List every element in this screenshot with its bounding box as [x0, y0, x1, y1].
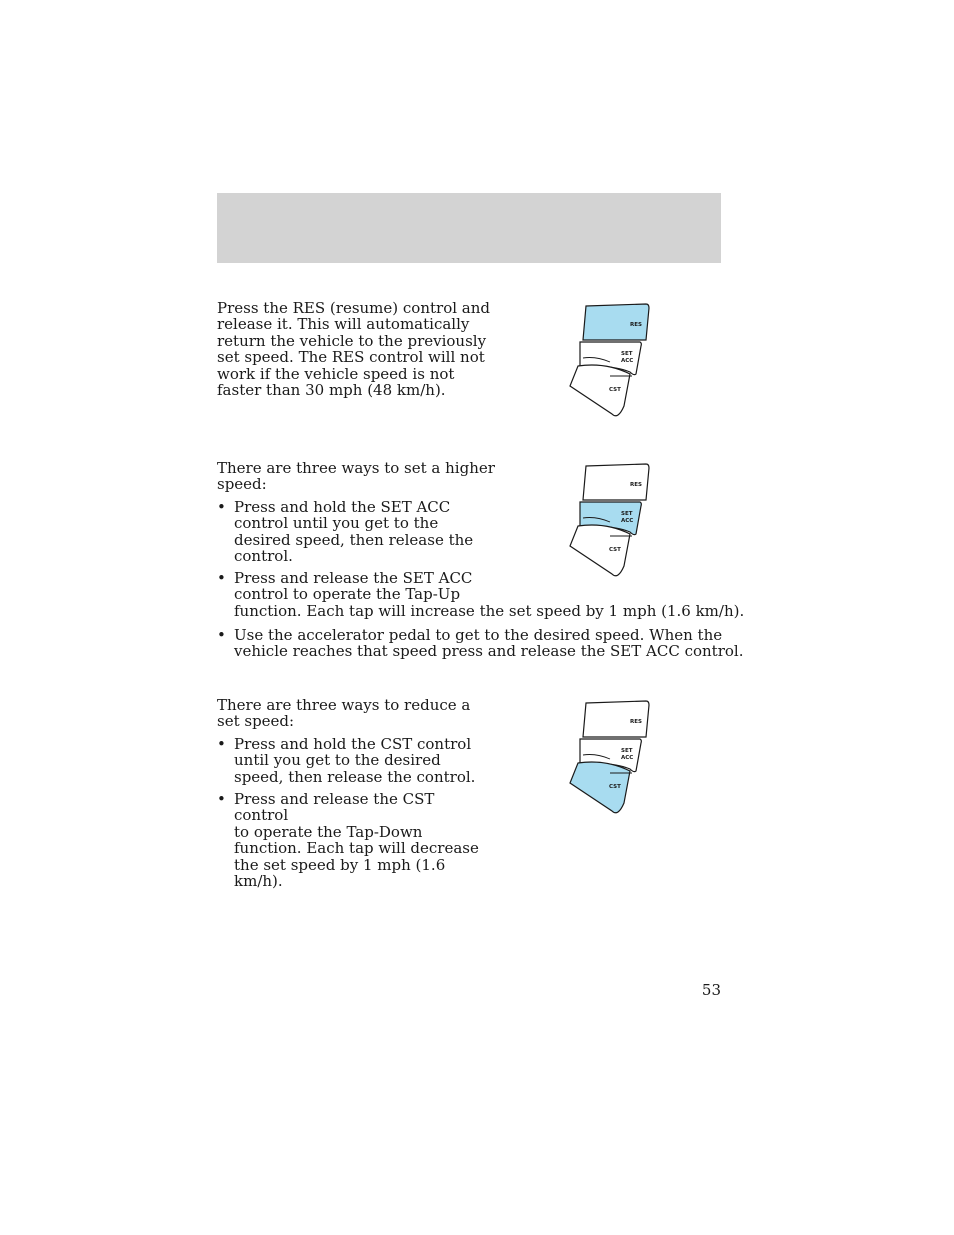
bullet-glyph: • [217, 569, 226, 587]
set-label: SET [621, 748, 633, 754]
acc-label: ACC [621, 755, 634, 761]
cst-label: CST [609, 547, 621, 553]
cst-button [570, 762, 630, 813]
cst-button [570, 525, 630, 576]
res-label: RES [630, 482, 642, 488]
reduce-speed-intro: There are three ways to reduce a set speed: [217, 696, 471, 731]
cst-label: CST [609, 784, 621, 790]
bullet-glyph: • [217, 735, 226, 753]
res-paragraph: Press the RES (resume) control and release it. This will automatically return the vehicle to the previously set speed. The RES control will not work if the vehicle speed is not faster than 30 mph (48 km/h). [217, 299, 490, 400]
list-item-text: Press and hold the SET ACC control until you get to the desired speed, then release the control. [234, 498, 474, 566]
bullet-glyph: • [217, 626, 226, 644]
higher-speed-intro: There are three ways to set a higher speed: [217, 459, 495, 494]
list-item-text: Use the accelerator pedal to get to the desired speed. When the vehicle reaches that speed press and release the SET ACC control. [234, 626, 744, 661]
acc-label: ACC [621, 358, 634, 364]
bullet-glyph: • [217, 498, 226, 516]
cst-button [570, 365, 630, 416]
acc-label: ACC [621, 518, 634, 524]
list-item [217, 499, 477, 569]
list-item-text-continuation: function. Each tap will increase the set speed by 1 mph (1.6 km/h). [234, 601, 745, 620]
res-label: RES [630, 719, 642, 725]
list-item [217, 790, 487, 891]
list-item-text: Press and release the SET ACC control to operate the Tap-Up [234, 569, 473, 604]
speed-control-diagram-set-acc [566, 462, 656, 582]
speed-control-diagram-cst [566, 699, 656, 819]
list-item-text: Press and hold the CST control until you get to the desired speed, then release the control. [234, 735, 476, 786]
set-label: SET [621, 351, 633, 357]
section-header-band [217, 193, 721, 263]
res-label: RES [630, 322, 642, 328]
list-item [217, 736, 477, 788]
set-label: SET [621, 511, 633, 517]
list-item [217, 626, 744, 663]
list-item-text: Press and release the CST control to operate the Tap-Down function. Each tap will decrease the set speed by 1 mph (1.6 km/h). [234, 790, 479, 891]
cst-label: CST [609, 387, 621, 393]
page-number: 53 [701, 981, 721, 999]
speed-control-diagram-res [566, 302, 656, 422]
bullet-glyph: • [217, 790, 226, 808]
